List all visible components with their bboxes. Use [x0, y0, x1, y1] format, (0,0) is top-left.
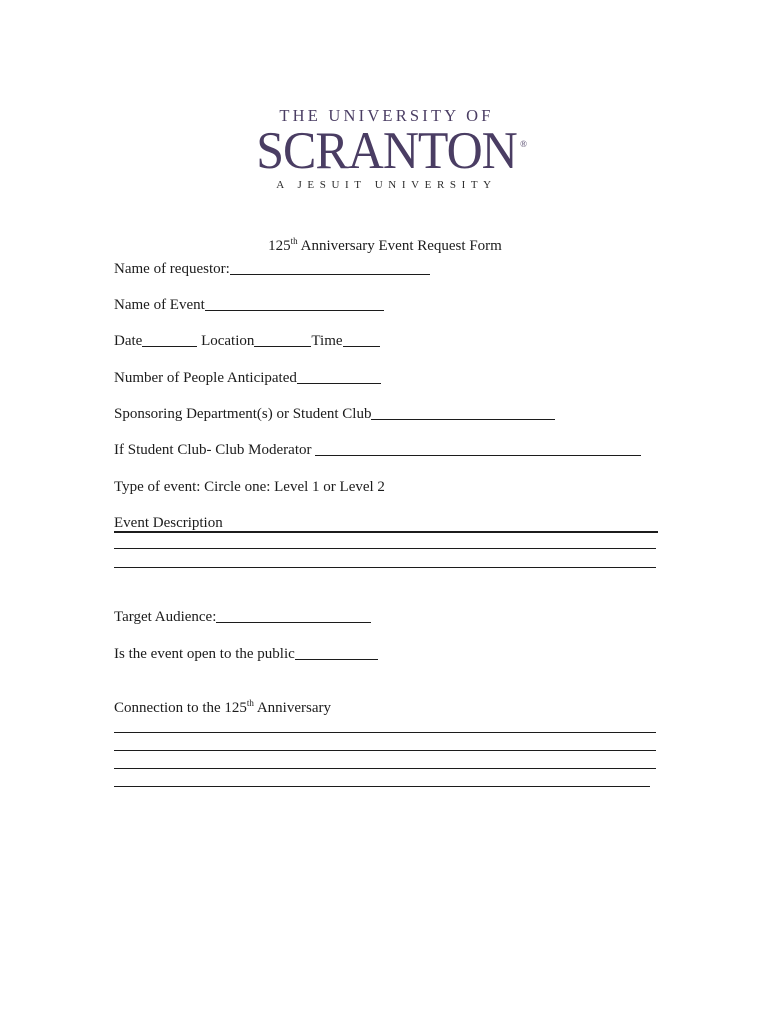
requestor-field	[114, 259, 430, 279]
date-blank[interactable]	[142, 332, 197, 347]
logo-wordmark: SCRANTON	[256, 120, 517, 180]
logo-bottom-line: A JESUIT UNIVERSITY	[276, 179, 497, 191]
connection-label-prefix: Connection to the 125	[114, 700, 247, 716]
time-label: Time	[311, 333, 343, 349]
moderator-field	[114, 440, 641, 460]
description-label: Event Description	[114, 515, 223, 531]
logo-main-text	[244, 120, 529, 180]
title-rest: Anniversary Event Request Form	[297, 238, 502, 254]
registered-mark: ®	[520, 138, 527, 149]
title-number: 125	[268, 238, 291, 254]
audience-field	[114, 607, 371, 627]
sponsoring-field	[114, 404, 555, 424]
logo-top-line: THE UNIVERSITY OF	[279, 106, 494, 125]
date-label: Date	[114, 333, 143, 349]
people-label: Number of People Anticipated	[114, 370, 297, 386]
audience-label: Target Audience:	[114, 609, 217, 625]
description-line-2[interactable]	[114, 548, 656, 549]
title-suffix: th	[290, 236, 298, 246]
moderator-blank[interactable]	[315, 441, 641, 456]
description-line-1[interactable]	[114, 531, 658, 533]
event-name-blank[interactable]	[205, 296, 384, 311]
event-type-label: Type of event: Circle one: Level 1 or Level 2	[114, 479, 385, 495]
location-blank[interactable]	[254, 332, 311, 347]
event-name-field	[114, 295, 384, 315]
connection-line-4[interactable]	[114, 786, 650, 787]
public-label: Is the event open to the public	[114, 646, 295, 662]
description-field	[114, 513, 223, 533]
public-blank[interactable]	[295, 645, 378, 660]
audience-blank[interactable]	[216, 608, 371, 623]
requestor-label: Name of requestor:	[114, 261, 230, 277]
connection-line-2[interactable]	[114, 750, 656, 751]
location-label: Location	[197, 333, 255, 349]
date-location-time-field	[114, 331, 380, 351]
sponsoring-label: Sponsoring Department(s) or Student Club	[114, 406, 372, 422]
event-name-label: Name of Event	[114, 297, 205, 313]
connection-label-rest: Anniversary	[253, 700, 331, 716]
connection-field	[114, 698, 331, 718]
people-blank[interactable]	[297, 369, 381, 384]
sponsoring-blank[interactable]	[371, 405, 555, 420]
connection-line-3[interactable]	[114, 768, 656, 769]
moderator-label: If Student Club- Club Moderator	[114, 442, 316, 458]
requestor-blank[interactable]	[230, 260, 430, 275]
connection-label-suffix: th	[246, 698, 254, 708]
event-type-field	[114, 477, 385, 497]
people-field	[114, 368, 381, 388]
public-field	[114, 644, 378, 664]
time-blank[interactable]	[343, 332, 380, 347]
form-title	[0, 238, 770, 255]
description-line-3[interactable]	[114, 567, 656, 568]
university-logo	[244, 106, 529, 193]
connection-line-1[interactable]	[114, 732, 656, 733]
